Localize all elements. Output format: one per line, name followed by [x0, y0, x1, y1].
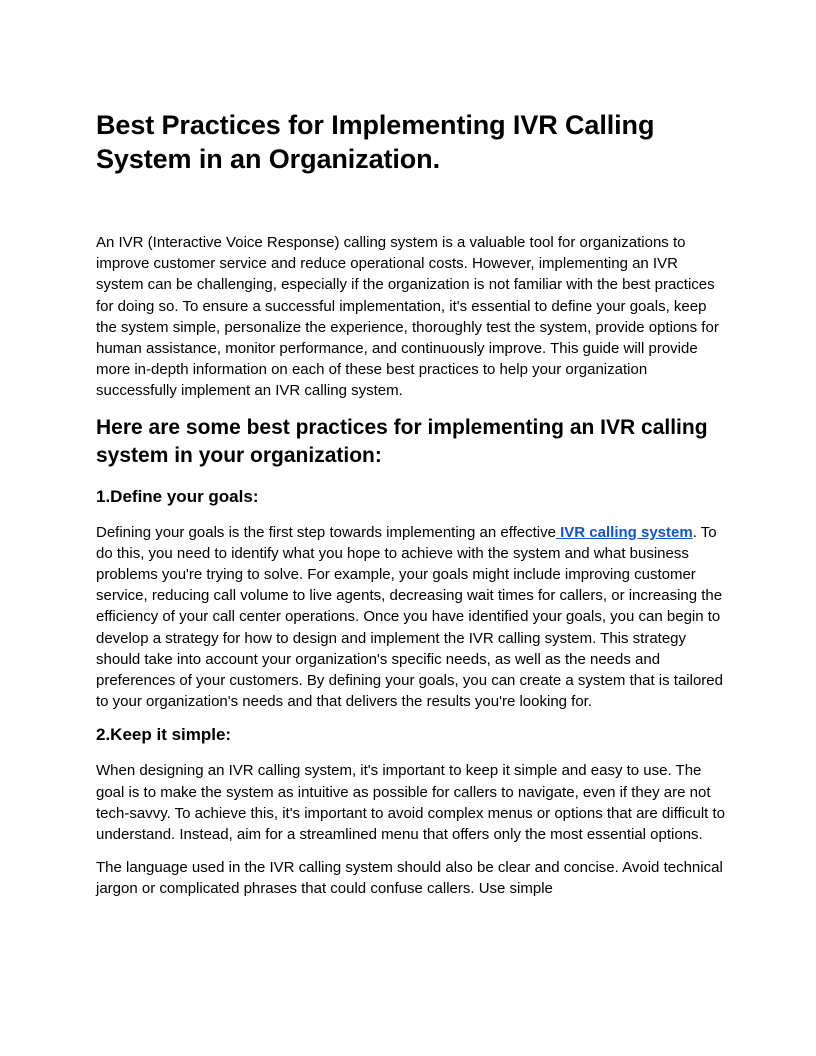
define-goals-text-start: Defining your goals is the first step towards implementing an effective [96, 523, 556, 541]
ivr-calling-system-link[interactable]: IVR calling system [555, 523, 693, 541]
document-page [96, 108, 726, 912]
keep-simple-paragraph-1: When designing an IVR calling system, it's important to keep it simple and easy to use. The goal is to make the system as intuitive as possible for callers to navigate, even if they are not tech-savvy. To achieve this, it's important to avoid complex menus or options that are difficult to understand. Instead, aim for a streamlined menu that offers only the most essential options. [96, 762, 726, 844]
define-goals-text-end: . To do this, you need to identify what you hope to achieve with the system and what business problems you're trying to solve. For example, your goals might include improving customer service, reducing call volume to live agents, decreasing wait times for callers, or increasing the efficiency of your call center operations. Once you have identified your goals, you can begin to develop a strategy for how to design and implement the IVR calling system. This strategy should take into account your organization's specific needs, as well as the needs and preferences of your customers. By defining your goals, you can create a system that is tailored to your organization's needs and that delivers the results you're looking for. [96, 523, 723, 711]
define-goals-paragraph [96, 522, 726, 713]
section-heading-keep-simple: 2.Keep it simple: [96, 725, 232, 745]
keep-simple-paragraph-2: The language used in the IVR calling system should also be clear and concise. Avoid technical jargon or complicated phrases that could confuse callers. Use simple [96, 859, 723, 898]
practices-heading: Here are some best practices for implementing an IVR calling system in your organization: [96, 415, 708, 467]
section-heading-define-goals: 1.Define your goals: [96, 486, 259, 506]
intro-paragraph: An IVR (Interactive Voice Response) calling system is a valuable tool for organizations to improve customer service and reduce operational costs. However, implementing an IVR system can be challenging, especially if the organization is not familiar with the best practices for doing so. To ensure a successful implementation, it's essential to define your goals, keep the system simple, personalize the experience, thoroughly test the system, provide options for human assistance, monitor performance, and continuously improve. This guide will provide more in-depth information on each of these best practices to help your organization successfully implement an IVR calling system. [96, 234, 719, 400]
document-title: Best Practices for Implementing IVR Calling System in an Organization. [96, 110, 655, 174]
